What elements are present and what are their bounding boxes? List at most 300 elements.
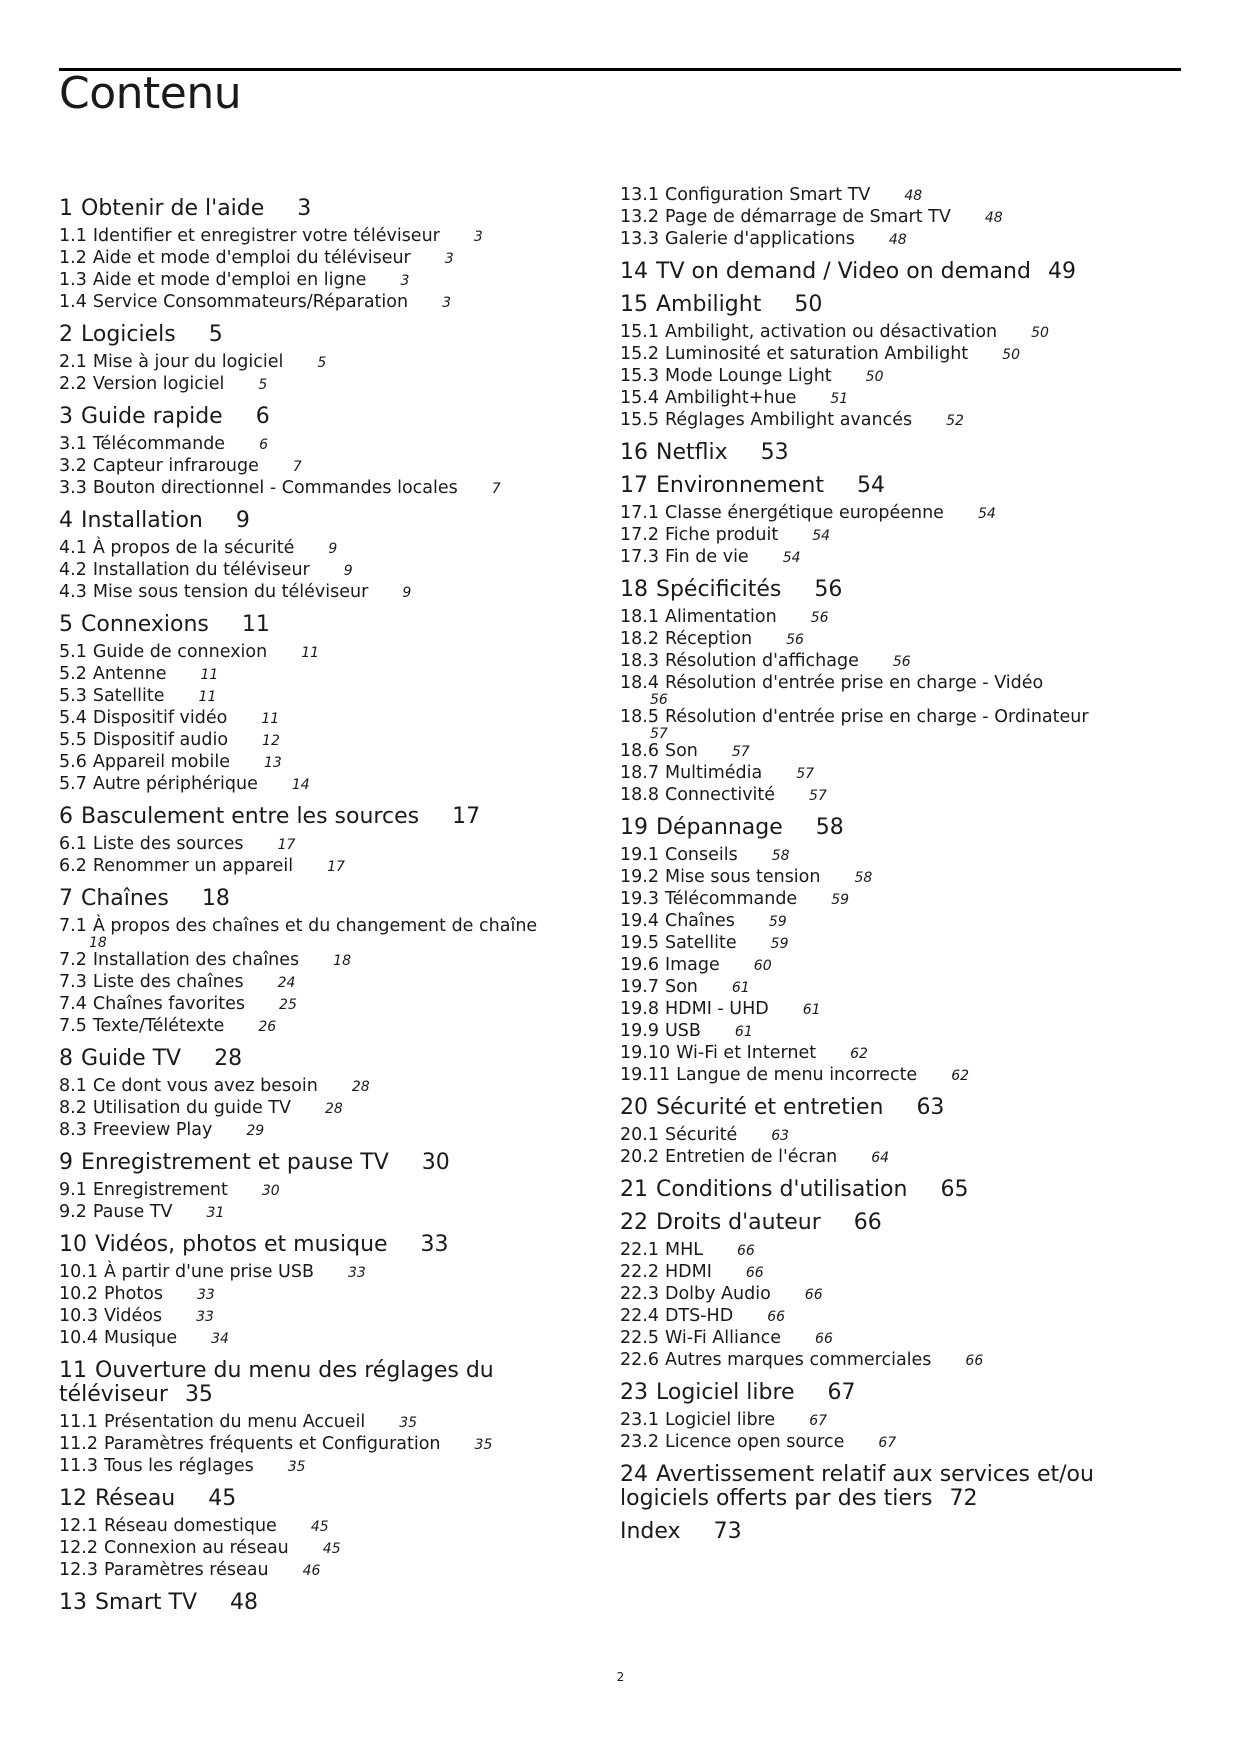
- toc-entry[interactable]: [59, 994, 569, 1016]
- entry-number: 18.7: [620, 763, 659, 783]
- entry-title: Freeview Play: [92, 1120, 213, 1140]
- section-title: Logiciel libre: [656, 1380, 795, 1405]
- entry-number: 12.1: [59, 1516, 98, 1536]
- entry-title: HDMI: [664, 1262, 712, 1282]
- section-title: Enregistrement et pause TV: [81, 1150, 389, 1175]
- toc-entry[interactable]: [59, 456, 569, 478]
- entry-number: 15.5: [620, 410, 659, 430]
- entry-page: 25: [279, 997, 297, 1013]
- entry-number: 9.2: [59, 1202, 87, 1222]
- section-page: 58: [815, 815, 844, 840]
- entry-number: 8.3: [59, 1120, 87, 1140]
- toc-entry[interactable]: [59, 374, 569, 396]
- entry-page: 3: [444, 251, 454, 267]
- entry-number: 10.2: [59, 1284, 98, 1304]
- toc-entry[interactable]: [59, 582, 569, 604]
- entry-number: 19.8: [620, 999, 659, 1019]
- toc-entry[interactable]: [59, 560, 569, 582]
- toc-entry[interactable]: [620, 763, 1180, 785]
- entry-number: 7.4: [59, 994, 87, 1014]
- section-title: Avertissement relatif aux services et/ou logiciels offerts par des tiers: [620, 1462, 1094, 1511]
- entry-page: 66: [745, 1265, 764, 1281]
- entry-number: 1.4: [59, 292, 87, 312]
- entry-title: Liste des chaînes: [92, 972, 244, 992]
- toc-entry[interactable]: [620, 673, 1180, 707]
- section-title: Ouverture du menu des réglages du téléviseur: [59, 1358, 494, 1407]
- section-page: 67: [827, 1380, 856, 1405]
- toc-entry[interactable]: [59, 270, 569, 292]
- section-title: Conditions d'utilisation: [656, 1177, 908, 1202]
- entry-title: Résolution d'affichage: [664, 651, 859, 671]
- entry-number: 3.1: [59, 434, 87, 454]
- toc-section: [59, 323, 569, 396]
- entry-title: Mise sous tension: [664, 867, 821, 887]
- toc-section-heading[interactable]: [620, 441, 1180, 465]
- toc-entry[interactable]: [620, 322, 1180, 344]
- entry-number: 5.6: [59, 752, 87, 772]
- entry-title: Luminosité et saturation Ambilight: [664, 344, 969, 364]
- entry-title: USB: [664, 1021, 701, 1041]
- toc-entry[interactable]: [59, 708, 569, 730]
- toc-entry[interactable]: [620, 1125, 1180, 1147]
- entry-page: 56: [892, 654, 911, 670]
- section-number: 2: [59, 322, 73, 347]
- entry-number: 10.4: [59, 1328, 98, 1348]
- toc-entry[interactable]: [620, 1240, 1180, 1262]
- entry-page: 33: [196, 1309, 214, 1325]
- entry-number: 17.2: [620, 525, 659, 545]
- toc-section-heading[interactable]: [620, 474, 1180, 498]
- entry-page: 66: [815, 1331, 833, 1347]
- section-title: Connexions: [81, 612, 209, 637]
- toc-entry[interactable]: [620, 911, 1180, 933]
- toc-entry[interactable]: [620, 845, 1180, 867]
- section-page: 6: [255, 404, 270, 429]
- entry-number: 15.3: [620, 366, 659, 386]
- entry-number: 22.4: [620, 1306, 659, 1326]
- section-number: 11: [59, 1358, 87, 1383]
- entry-title: Galerie d'applications: [664, 229, 855, 249]
- section-number: 7: [59, 886, 73, 911]
- section-page: 3: [297, 196, 312, 221]
- entry-number: 5.2: [59, 664, 87, 684]
- toc-entry[interactable]: [620, 867, 1180, 889]
- entry-page: 3: [473, 229, 483, 245]
- entry-page: 26: [258, 1019, 277, 1035]
- toc-entry[interactable]: [59, 434, 569, 456]
- entry-page: 64: [871, 1150, 890, 1166]
- entry-number: 18.2: [620, 629, 659, 649]
- entry-page: 17: [277, 837, 296, 853]
- toc-entry[interactable]: [59, 1456, 569, 1478]
- entry-title: Autres marques commerciales: [664, 1350, 932, 1370]
- toc-entry[interactable]: [620, 933, 1180, 955]
- entry-page: 61: [734, 1024, 753, 1040]
- entry-page: 58: [854, 870, 873, 886]
- toc-section: [620, 293, 1180, 432]
- toc-entry[interactable]: [620, 1306, 1180, 1328]
- entry-title: Pause TV: [92, 1202, 173, 1222]
- entry-number: 13.3: [620, 229, 659, 249]
- toc-section-heading[interactable]: [620, 578, 1180, 602]
- toc-section-heading[interactable]: [620, 1381, 1180, 1405]
- toc-entry[interactable]: [620, 707, 1180, 741]
- entry-page: 17: [327, 859, 345, 875]
- section-number: 14: [620, 259, 648, 284]
- toc-section-heading[interactable]: [59, 509, 569, 533]
- toc-section-heading[interactable]: [59, 805, 569, 829]
- toc-entry[interactable]: [59, 1412, 569, 1434]
- section-page: 45: [208, 1486, 237, 1511]
- toc-entry[interactable]: [620, 1328, 1180, 1350]
- toc-entry[interactable]: [59, 1538, 569, 1560]
- toc-entry[interactable]: [620, 1147, 1180, 1169]
- entry-title: Bouton directionnel - Commandes locales: [92, 478, 458, 498]
- entry-title: Identifier et enregistrer votre téléviseur: [92, 226, 440, 246]
- entry-number: 19.2: [620, 867, 659, 887]
- toc-entry[interactable]: [59, 856, 569, 878]
- section-title: TV on demand / Video on demand: [656, 259, 1031, 284]
- entry-number: 18.3: [620, 651, 659, 671]
- entry-number: 12.2: [59, 1538, 98, 1558]
- entry-title: Connectivité: [664, 785, 776, 805]
- section-title: Sécurité et entretien: [656, 1095, 884, 1120]
- entry-title: Fiche produit: [664, 525, 779, 545]
- section-number: 4: [59, 508, 73, 533]
- toc-section-heading[interactable]: [59, 887, 569, 911]
- entry-title: Son: [664, 977, 698, 997]
- section-number: 6: [59, 804, 73, 829]
- entry-page: 11: [261, 711, 280, 727]
- entry-page: 54: [782, 550, 801, 566]
- entry-title: Mise sous tension du téléviseur: [92, 582, 369, 602]
- section-number: 15: [620, 292, 648, 317]
- toc-section: [59, 197, 569, 314]
- entry-number: 2.1: [59, 352, 87, 372]
- section-number: 22: [620, 1210, 648, 1235]
- toc-entry[interactable]: [59, 1434, 569, 1456]
- page-title: Contenu: [59, 68, 242, 119]
- section-number: 12: [59, 1486, 87, 1511]
- entry-number: 7.5: [59, 1016, 87, 1036]
- entry-title: Aide et mode d'emploi du téléviseur: [92, 248, 411, 268]
- toc-entry[interactable]: [59, 972, 569, 994]
- toc-section-heading[interactable]: [59, 1151, 569, 1175]
- toc-section: [59, 1359, 569, 1478]
- toc-entry[interactable]: [620, 1065, 1180, 1087]
- entry-page: 45: [310, 1519, 329, 1535]
- entry-page: 63: [771, 1128, 790, 1144]
- toc-section-heading[interactable]: [59, 1487, 569, 1511]
- toc-section-heading[interactable]: [620, 1178, 1180, 1202]
- entry-title: Tous les réglages: [103, 1456, 254, 1476]
- toc-entry[interactable]: [620, 366, 1180, 388]
- toc-entry[interactable]: [59, 1560, 569, 1582]
- toc-entry[interactable]: [620, 388, 1180, 410]
- toc-entry[interactable]: [620, 889, 1180, 911]
- entry-title: Version logiciel: [92, 374, 225, 394]
- entry-title: Liste des sources: [92, 834, 244, 854]
- toc-section-heading[interactable]: [59, 197, 569, 221]
- section-page: 9: [235, 508, 250, 533]
- toc-section: [620, 441, 1180, 465]
- entry-number: 18.6: [620, 741, 659, 761]
- toc-section-heading[interactable]: [59, 1359, 569, 1407]
- entry-number: 19.10: [620, 1043, 671, 1063]
- toc-section-heading[interactable]: [620, 293, 1180, 317]
- section-page: 63: [916, 1095, 945, 1120]
- section-title: Environnement: [656, 473, 824, 498]
- toc-entry[interactable]: [59, 1306, 569, 1328]
- entry-title: Conseils: [664, 845, 738, 865]
- toc-section-heading[interactable]: [59, 1233, 569, 1257]
- toc-section: [620, 816, 1180, 1087]
- section-number: 8: [59, 1046, 73, 1071]
- toc-section-heading[interactable]: [59, 405, 569, 429]
- entry-page: 46: [302, 1563, 321, 1579]
- entry-number: 5.3: [59, 686, 87, 706]
- entry-page: 56: [650, 692, 668, 708]
- toc-entry[interactable]: [59, 1180, 569, 1202]
- toc-entry[interactable]: [620, 207, 1180, 229]
- entry-page: 66: [767, 1309, 786, 1325]
- section-title: Smart TV: [95, 1590, 198, 1615]
- entry-page: 7: [491, 481, 501, 497]
- entry-title: Multimédia: [664, 763, 763, 783]
- entry-title: Installation du téléviseur: [92, 560, 310, 580]
- toc-section: [620, 578, 1180, 807]
- entry-title: Renommer un appareil: [92, 856, 294, 876]
- entry-page: 9: [402, 585, 412, 601]
- entry-number: 5.1: [59, 642, 87, 662]
- section-page: 49: [1047, 259, 1076, 284]
- toc-section-heading[interactable]: [59, 1047, 569, 1071]
- toc-entry[interactable]: [59, 1262, 569, 1284]
- entry-number: 22.2: [620, 1262, 659, 1282]
- section-page: 30: [421, 1150, 450, 1175]
- entry-number: 1.2: [59, 248, 87, 268]
- entry-page: 35: [399, 1415, 418, 1431]
- entry-number: 18.1: [620, 607, 659, 627]
- section-page: 73: [713, 1519, 742, 1544]
- section-number: 5: [59, 612, 73, 637]
- entry-title: Ambilight, activation ou désactivation: [664, 322, 998, 342]
- toc-section-heading[interactable]: [59, 323, 569, 347]
- toc-entry[interactable]: [59, 248, 569, 270]
- entry-page: 13: [263, 755, 282, 771]
- entry-number: 7.2: [59, 950, 87, 970]
- toc-entry[interactable]: [620, 741, 1180, 763]
- toc-entry[interactable]: [59, 642, 569, 664]
- entry-number: 15.1: [620, 322, 659, 342]
- toc-entry[interactable]: [59, 1516, 569, 1538]
- entry-title: Configuration Smart TV: [664, 185, 871, 205]
- toc-left-column: [59, 197, 569, 1620]
- entry-page: 18: [89, 935, 107, 951]
- entry-title: À propos des chaînes et du changement de chaîne: [92, 916, 538, 936]
- toc-entry[interactable]: [59, 1098, 569, 1120]
- entry-title: Photos: [103, 1284, 164, 1304]
- entry-title: Musique: [103, 1328, 178, 1348]
- toc-entry[interactable]: [620, 1021, 1180, 1043]
- section-page: 28: [214, 1046, 243, 1071]
- toc-entry[interactable]: [59, 916, 569, 950]
- entry-number: 19.1: [620, 845, 659, 865]
- entry-page: 9: [328, 541, 338, 557]
- entry-title: Réception: [664, 629, 753, 649]
- page-number: 2: [616, 1670, 625, 1684]
- toc-right-column: [620, 185, 1180, 1549]
- toc-entry[interactable]: [59, 1076, 569, 1098]
- entry-number: 5.5: [59, 730, 87, 750]
- toc-entry[interactable]: [59, 664, 569, 686]
- section-title: Chaînes: [81, 886, 169, 911]
- entry-number: 22.6: [620, 1350, 659, 1370]
- section-page: 48: [230, 1590, 259, 1615]
- entry-number: 11.2: [59, 1434, 98, 1454]
- entry-title: Classe énergétique européenne: [664, 503, 944, 523]
- toc-section: [620, 1178, 1180, 1202]
- toc-section: [620, 1520, 1180, 1544]
- entry-title: Dolby Audio: [664, 1284, 771, 1304]
- entry-page: 28: [324, 1101, 343, 1117]
- section-page: 54: [856, 473, 885, 498]
- entry-number: 10.1: [59, 1262, 98, 1282]
- toc-entry[interactable]: [620, 977, 1180, 999]
- toc-entry[interactable]: [620, 547, 1180, 569]
- toc-section-heading[interactable]: [620, 816, 1180, 840]
- toc-entry[interactable]: [620, 503, 1180, 525]
- entry-number: 13.1: [620, 185, 659, 205]
- entry-title: Vidéos: [103, 1306, 163, 1326]
- entry-number: 11.1: [59, 1412, 98, 1432]
- toc-entry[interactable]: [59, 1016, 569, 1038]
- section-title: Obtenir de l'aide: [81, 196, 265, 221]
- entry-page: 3: [400, 273, 410, 289]
- entry-title: Autre périphérique: [92, 774, 258, 794]
- toc-section-heading[interactable]: [620, 1520, 1180, 1544]
- toc-entry[interactable]: [620, 607, 1180, 629]
- entry-number: 10.3: [59, 1306, 98, 1326]
- entry-number: 20.1: [620, 1125, 659, 1145]
- entry-number: 18.8: [620, 785, 659, 805]
- entry-number: 13.2: [620, 207, 659, 227]
- toc-entry[interactable]: [59, 352, 569, 374]
- toc-section-heading[interactable]: [620, 260, 1180, 284]
- toc-section: [59, 613, 569, 796]
- toc-section-heading[interactable]: [59, 613, 569, 637]
- toc-entry[interactable]: [59, 950, 569, 972]
- toc-entry[interactable]: [620, 999, 1180, 1021]
- toc-entry[interactable]: [59, 478, 569, 500]
- toc-entry[interactable]: [59, 1328, 569, 1350]
- entry-title: Image: [664, 955, 720, 975]
- entry-number: 3.2: [59, 456, 87, 476]
- entry-title: Fin de vie: [664, 547, 749, 567]
- entry-number: 19.7: [620, 977, 659, 997]
- toc-section-heading[interactable]: [59, 1591, 569, 1615]
- entry-number: 23.2: [620, 1432, 659, 1452]
- entry-title: Dispositif vidéo: [92, 708, 228, 728]
- toc-entry[interactable]: [59, 538, 569, 560]
- toc-entry[interactable]: [620, 410, 1180, 432]
- entry-page: 57: [650, 726, 668, 742]
- entry-number: 20.2: [620, 1147, 659, 1167]
- toc-section-heading[interactable]: [620, 1463, 1180, 1511]
- toc-entry[interactable]: [620, 344, 1180, 366]
- entry-title: HDMI - UHD: [664, 999, 769, 1019]
- toc-section-heading[interactable]: [620, 1096, 1180, 1120]
- toc-entry[interactable]: [620, 1350, 1180, 1372]
- section-number: 9: [59, 1150, 73, 1175]
- entry-page: 50: [1002, 347, 1020, 363]
- toc-entry[interactable]: [620, 629, 1180, 651]
- entry-page: 31: [206, 1205, 225, 1221]
- toc-entry[interactable]: [59, 226, 569, 248]
- toc-entry[interactable]: [59, 834, 569, 856]
- toc-entry[interactable]: [620, 229, 1180, 251]
- toc-entry[interactable]: [59, 752, 569, 774]
- toc-section: [620, 1211, 1180, 1372]
- entry-number: 19.5: [620, 933, 659, 953]
- toc-entry[interactable]: [59, 774, 569, 796]
- section-number: 13: [59, 1590, 87, 1615]
- entry-page: 33: [197, 1287, 215, 1303]
- toc-entry[interactable]: [620, 1432, 1180, 1454]
- entry-page: 18: [333, 953, 351, 969]
- toc-entry[interactable]: [59, 686, 569, 708]
- toc-entry[interactable]: [620, 1410, 1180, 1432]
- entry-page: 11: [200, 667, 219, 683]
- entry-title: Chaînes favorites: [92, 994, 246, 1014]
- toc-entry[interactable]: [620, 1262, 1180, 1284]
- entry-number: 19.4: [620, 911, 659, 931]
- entry-title: Sécurité: [664, 1125, 738, 1145]
- entry-page: 58: [771, 848, 790, 864]
- toc-entry[interactable]: [620, 955, 1180, 977]
- toc-entry[interactable]: [59, 292, 569, 314]
- section-title: Ambilight: [656, 292, 762, 317]
- toc-entry[interactable]: [620, 1043, 1180, 1065]
- toc-section: [620, 1463, 1180, 1511]
- section-title: Netflix: [656, 440, 728, 465]
- toc-entry[interactable]: [620, 525, 1180, 547]
- toc-section-heading[interactable]: [620, 1211, 1180, 1235]
- entry-title: DTS-HD: [664, 1306, 734, 1326]
- toc-section: [59, 1487, 569, 1582]
- toc-entry[interactable]: [59, 1284, 569, 1306]
- section-number: 19: [620, 815, 648, 840]
- toc-entry[interactable]: [620, 651, 1180, 673]
- toc-entry[interactable]: [59, 1120, 569, 1142]
- entry-page: 54: [977, 506, 996, 522]
- toc-entry[interactable]: [620, 185, 1180, 207]
- entry-page: 60: [753, 958, 772, 974]
- entry-page: 54: [812, 528, 831, 544]
- section-number: 23: [620, 1380, 648, 1405]
- toc-entry[interactable]: [59, 730, 569, 752]
- entry-page: 30: [261, 1183, 280, 1199]
- toc-entry[interactable]: [620, 785, 1180, 807]
- entry-title: Appareil mobile: [92, 752, 230, 772]
- toc-entry[interactable]: [620, 1284, 1180, 1306]
- entry-title: Chaînes: [664, 911, 735, 931]
- section-page: 11: [241, 612, 270, 637]
- toc-entry[interactable]: [59, 1202, 569, 1224]
- entry-title: Mode Lounge Light: [664, 366, 832, 386]
- entry-number: 19.11: [620, 1065, 671, 1085]
- entry-page: 14: [291, 777, 310, 793]
